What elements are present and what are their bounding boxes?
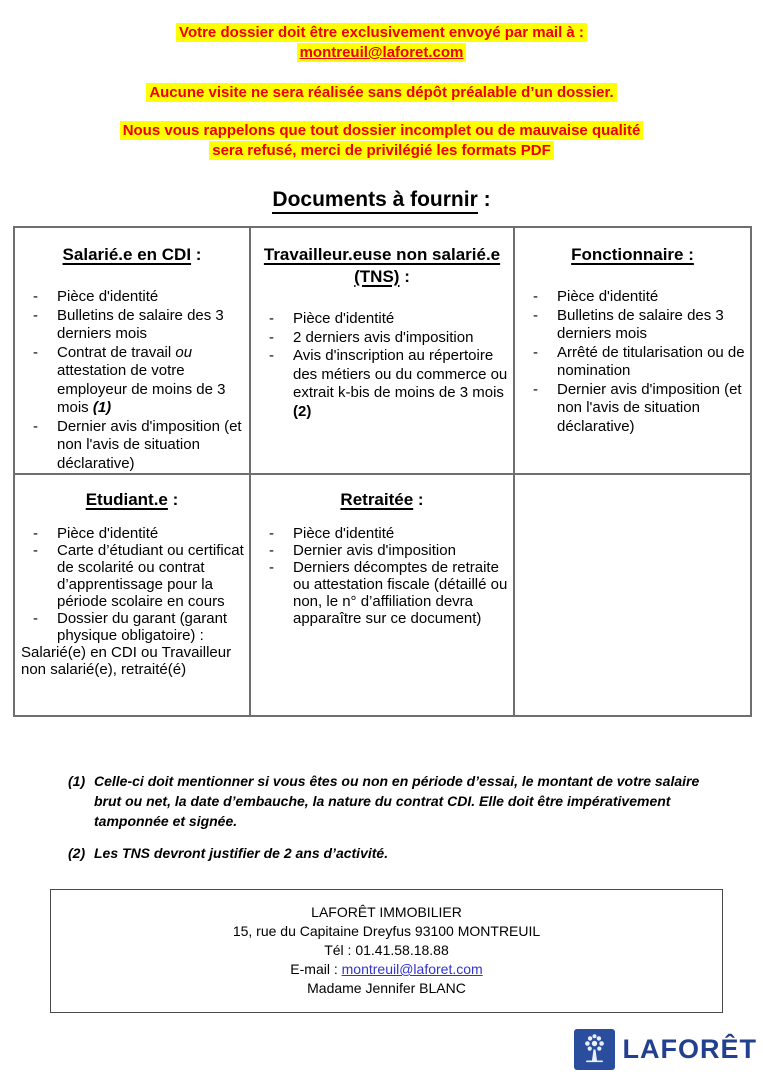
list-item: - Bulletins de salaire des 3 derniers mois [515,307,750,344]
cell-heading: Salarié.e en CDI : [62,245,202,264]
footnote-2 [68,843,723,863]
list-item: - Pièce d'identité [515,288,750,307]
logo-wordmark: LAFORÊT [622,1034,757,1064]
notice-block [0,0,763,161]
notice-email-link[interactable]: montreuil@laforet.com [299,44,464,61]
list-item: - Pièce d'identité [15,525,249,542]
cell-retraitee [250,474,514,716]
list-item: - Bulletins de salaire des 3 derniers mois [15,307,249,344]
page-title: Documents à fournir : [0,187,763,213]
cell-salarie-cdi [14,227,250,474]
list-item: - Pièce d'identité [15,288,249,307]
notice-line-1: Votre dossier doit être exclusivement envoyé par mail à : [176,23,587,42]
agency-info-box [50,889,723,1013]
notice-email-wrap [297,43,467,62]
agency-email-link[interactable]: montreuil@laforet.com [341,961,483,977]
cell-etudiant [14,474,250,716]
list-item: - Pièce d'identité [251,310,513,329]
notice-no-visit: Aucune visite ne sera réalisée sans dépôt préalable d’un dossier. [0,83,763,103]
document-list [15,288,249,473]
list-item: - Dernier avis d'imposition (et non l'avis de situation déclarative) [15,418,249,474]
agency-contact: Madame Jennifer BLANC [307,980,466,996]
list-item: - 2 derniers avis d'imposition [251,329,513,348]
agency-name: LAFORÊT IMMOBILIER [311,904,462,920]
tree-icon [574,1029,615,1070]
agency-address: 15, rue du Capitaine Dreyfus 93100 MONTREUIL [232,923,541,939]
footnote-text: Les TNS devront justifier de 2 ans d’activité. [94,845,389,861]
garant-note: Salarié(e) en CDI ou Travailleur non salarié(e), retraité(é) [21,644,232,678]
cell-empty [514,474,751,716]
footnotes-section [68,771,723,863]
document-list [251,525,513,627]
footnote-marker: (1) [68,773,86,789]
footnote-text: Celle-ci doit mentionner si vous êtes ou non en période d’essai, le montant de votre salaire brut ou net, la date d’embauche, la nature du contrat CDI. Elle doit être impérativement tamponnée et signée. [94,773,700,829]
document-list [251,310,513,421]
cell-heading: Travailleur.euse non salarié.e (TNS) : [263,245,501,286]
list-item: - Dossier du garant (garant physique obligatoire) : [15,610,249,644]
list-item: - Carte d’étudiant ou certificat de scolarité ou contrat d’apprentissage pour la période scolaire en cours [15,542,249,610]
list-item: - Dernier avis d'imposition (et non l'avis de situation déclarative) [515,381,750,437]
list-item: - Derniers décomptes de retraite ou attestation fiscale (détaillé ou non, le n° d’affiliation devra apparaître sur ce document) [251,559,513,627]
footnote-1 [68,771,723,831]
list-item: - Arrêté de titularisation ou de nomination [515,344,750,381]
list-item: - Contrat de travail ou attestation de votre employeur de moins de 3 mois (1) [15,344,249,418]
documents-table [13,226,752,717]
list-item: - Pièce d'identité [251,525,513,542]
cell-heading: Etudiant.e : [85,490,179,509]
laforet-logo [574,1029,758,1070]
list-item: - Dernier avis d'imposition [251,542,513,559]
document-list [515,288,750,436]
list-item: - Avis d'inscription au répertoire des métiers ou du commerce ou extrait k-bis de moins de 3 mois (2) [251,347,513,421]
agency-phone: Tél : 01.41.58.18.88 [324,942,449,958]
footnote-marker: (2) [68,845,86,861]
agency-email-line: E-mail : montreuil@laforet.com [290,961,483,977]
cell-tns [250,227,514,474]
cell-fonctionnaire [514,227,751,474]
cell-heading: Fonctionnaire : [571,245,694,264]
cell-heading: Retraitée : [340,490,424,509]
document-list [15,525,249,644]
notice-mail-instruction [0,23,763,63]
notice-quality: Nous vous rappelons que tout dossier incomplet ou de mauvaise qualité sera refusé, merci de privilégié les formats PDF [0,121,763,161]
